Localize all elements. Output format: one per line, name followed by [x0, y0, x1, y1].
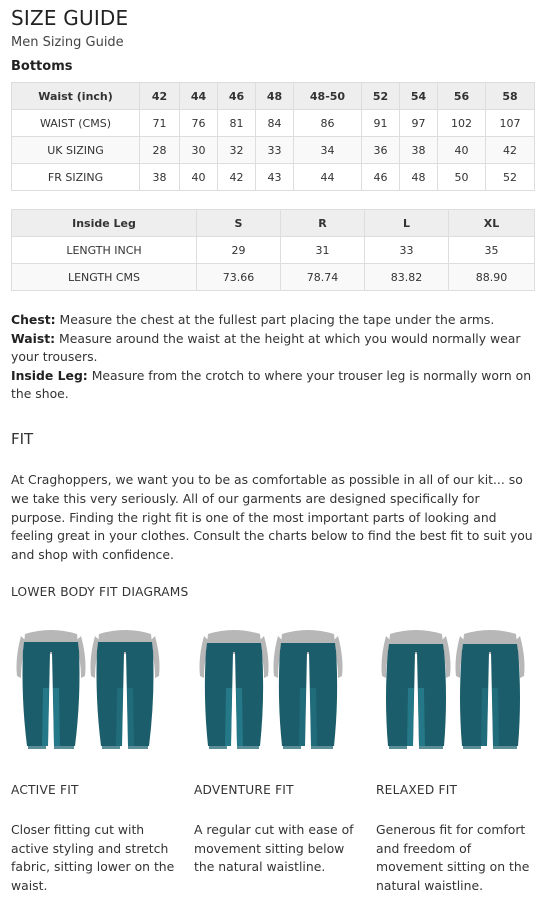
table-header-cell: 42 — [140, 83, 180, 110]
left-cuff-shape — [28, 746, 46, 749]
back-figure — [91, 630, 160, 749]
table-cell: LENGTH CMS — [12, 264, 197, 291]
left-leg-highlight — [225, 688, 232, 746]
right-leg-highlight — [418, 688, 425, 746]
right-cuff-shape — [419, 746, 443, 749]
table-cell: 46 — [362, 164, 400, 191]
inside-leg-table — [11, 209, 535, 291]
measurement-instructions — [11, 311, 534, 404]
table-header-cell: S — [197, 210, 281, 237]
measure-inside-leg — [11, 367, 534, 404]
measure-waist — [11, 330, 534, 367]
table-cell: 38 — [140, 164, 180, 191]
table-header-cell: 46 — [218, 83, 256, 110]
front-figure — [200, 630, 269, 749]
right-leg-highlight — [53, 688, 60, 746]
table-header-row — [12, 210, 535, 237]
back-figure — [456, 630, 525, 749]
measure-label: Chest: — [11, 312, 56, 327]
fit-name: ADVENTURE FIT — [194, 783, 294, 797]
table-cell: 42 — [486, 137, 535, 164]
waistband-shape — [97, 642, 153, 652]
fit-intro: At Craghoppers, we want you to be as comfortable as possible in all of our kit... so we take this very seriously. All of our garments are designed specifically for purpose. Finding the right fit is one of the most important parts of looking and feeling great in your clothes. Consult the charts below to find the best fit to suit you and shop with confidence. — [11, 472, 533, 563]
table-cell: 107 — [486, 110, 535, 137]
table-cell: 35 — [449, 237, 535, 264]
table-cell: 84 — [256, 110, 294, 137]
left-leg-highlight — [407, 688, 414, 746]
table-cell: 48 — [400, 164, 438, 191]
table-cell: 28 — [140, 137, 180, 164]
table-row — [12, 237, 535, 264]
table-cell: 97 — [400, 110, 438, 137]
table-header-cell: 56 — [438, 83, 486, 110]
fit-item-relaxed — [376, 628, 541, 893]
right-cuff-shape — [493, 746, 517, 749]
table-header-cell: Inside Leg — [12, 210, 197, 237]
table-header-cell: 48 — [256, 83, 294, 110]
left-leg-highlight — [116, 688, 123, 746]
right-leg-highlight — [236, 688, 243, 746]
table-cell: 29 — [197, 237, 281, 264]
table-cell: 88.90 — [449, 264, 535, 291]
left-cuff-shape — [463, 746, 481, 749]
table-cell: 86 — [294, 110, 362, 137]
table-cell: 42 — [218, 164, 256, 191]
table-cell: 44 — [294, 164, 362, 191]
table-header-cell: 52 — [362, 83, 400, 110]
right-cuff-shape — [237, 746, 259, 749]
table-row — [12, 110, 535, 137]
left-cuff-shape — [283, 746, 301, 749]
table-cell: 50 — [438, 164, 486, 191]
right-cuff-shape — [128, 746, 148, 749]
table-cell: 81 — [218, 110, 256, 137]
table-header-cell: 44 — [180, 83, 218, 110]
table-header-cell: XL — [449, 210, 535, 237]
left-leg-highlight — [481, 688, 488, 746]
page-subtitle: Men Sizing Guide — [11, 35, 124, 50]
table-header-row — [12, 83, 535, 110]
table-cell: 73.66 — [197, 264, 281, 291]
table-cell: 71 — [140, 110, 180, 137]
table-header-cell: L — [365, 210, 449, 237]
measure-label: Inside Leg: — [11, 367, 88, 383]
fit-description: Generous fit for comfort and freedom of movement sitting on the natural waistline. — [376, 822, 530, 893]
front-figure — [382, 630, 451, 749]
active-fit-diagram — [11, 628, 161, 778]
table-cell: 32 — [218, 137, 256, 164]
right-cuff-shape — [311, 746, 333, 749]
table-cell: FR SIZING — [12, 164, 140, 191]
left-cuff-shape — [389, 746, 407, 749]
left-cuff-shape — [102, 746, 120, 749]
table-cell: 91 — [362, 110, 400, 137]
right-leg-highlight — [492, 688, 499, 746]
table-row — [12, 164, 535, 191]
table-header-cell: 54 — [400, 83, 438, 110]
fit-description: Closer fitting cut with active styling and stretch fabric, sitting lower on the waist. — [11, 822, 175, 893]
table-cell: 38 — [400, 137, 438, 164]
table-row — [12, 137, 535, 164]
table-cell: 31 — [281, 237, 365, 264]
table-cell: UK SIZING — [12, 137, 140, 164]
table-row — [12, 264, 535, 291]
measure-text: Measure around the waist at the height at which you would normally wear your trousers. — [11, 330, 521, 364]
fit-item-adventure — [194, 628, 359, 875]
table-cell: 33 — [256, 137, 294, 164]
table-cell: 43 — [256, 164, 294, 191]
measure-text: Measure from the crotch to where your trouser leg is normally worn on the shoe. — [11, 367, 532, 401]
table-header-cell: 58 — [486, 83, 535, 110]
right-cuff-shape — [54, 746, 74, 749]
left-leg-highlight — [299, 688, 306, 746]
fit-description: A regular cut with ease of movement sitting below the natural waistline. — [194, 822, 354, 875]
relaxed-fit-diagram — [376, 628, 526, 778]
table-cell: 40 — [438, 137, 486, 164]
table-cell: 52 — [486, 164, 535, 191]
table-header-cell: Waist (inch) — [12, 83, 140, 110]
table-header-cell: 48-50 — [294, 83, 362, 110]
front-figure — [17, 630, 86, 749]
fit-heading: FIT — [11, 430, 34, 448]
table-cell: 40 — [180, 164, 218, 191]
measure-label: Waist: — [11, 330, 56, 346]
table-cell: WAIST (CMS) — [12, 110, 140, 137]
diagrams-heading: LOWER BODY FIT DIAGRAMS — [11, 585, 189, 599]
measure-chest — [11, 311, 534, 330]
left-leg-highlight — [42, 688, 49, 746]
waistband-shape — [23, 642, 79, 652]
page-title: SIZE GUIDE — [11, 6, 129, 30]
table-cell: 33 — [365, 237, 449, 264]
fit-name: ACTIVE FIT — [11, 783, 79, 797]
right-leg-highlight — [310, 688, 317, 746]
table-header-cell: R — [281, 210, 365, 237]
waist-size-table — [11, 82, 535, 191]
fit-item-active — [11, 628, 176, 893]
section-label-bottoms: Bottoms — [11, 59, 73, 74]
measure-text: Measure the chest at the fullest part placing the tape under the arms. — [55, 312, 495, 327]
table-cell: 78.74 — [281, 264, 365, 291]
table-cell: 102 — [438, 110, 486, 137]
fit-name: RELAXED FIT — [376, 783, 458, 797]
table-cell: 34 — [294, 137, 362, 164]
adventure-fit-diagram — [194, 628, 344, 778]
table-cell: 76 — [180, 110, 218, 137]
table-cell: LENGTH INCH — [12, 237, 197, 264]
table-cell: 83.82 — [365, 264, 449, 291]
back-figure — [274, 630, 343, 749]
table-cell: 30 — [180, 137, 218, 164]
left-cuff-shape — [209, 746, 227, 749]
right-leg-highlight — [127, 688, 134, 746]
table-cell: 36 — [362, 137, 400, 164]
